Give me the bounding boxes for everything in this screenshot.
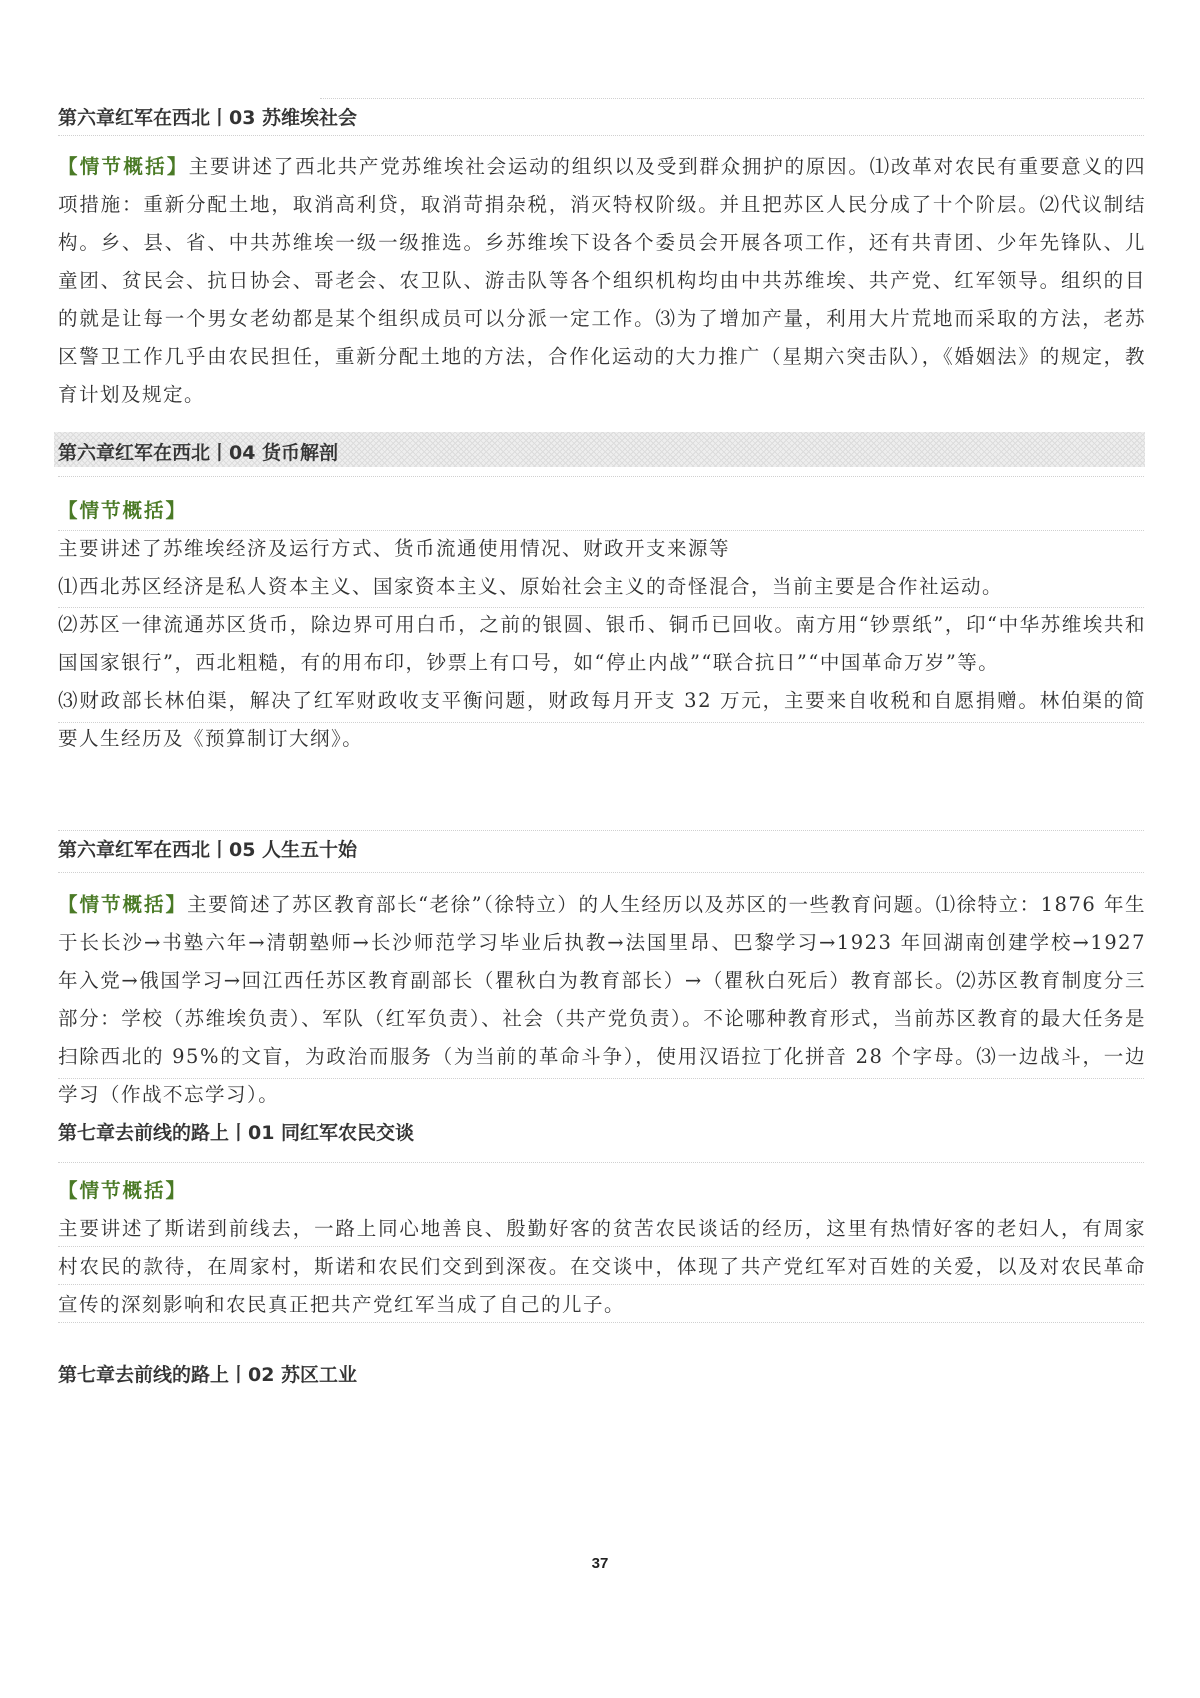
list-item: 主要讲述了苏维埃经济及运行方式、货币流通使用情况、财政开支来源等 xyxy=(58,537,731,560)
divider xyxy=(58,1284,1144,1285)
section-heading: 第六章红军在西北丨04 货币解剖 xyxy=(58,442,339,464)
section-heading: 第六章红军在西北丨05 人生五十始 xyxy=(58,839,358,861)
list-item: ⑴西北苏区经济是私人资本主义、国家资本主义、原始社会主义的奇怪混合，当前主要是合作社运动。 xyxy=(58,575,1004,598)
divider xyxy=(58,830,1144,831)
page-number: 37 xyxy=(591,1555,609,1572)
divider xyxy=(58,1078,1144,1079)
section-paragraph xyxy=(58,886,1146,1114)
section-tag-line xyxy=(58,1172,1146,1210)
section-paragraph xyxy=(58,1210,1146,1324)
section-tag: 【情节概括】 xyxy=(58,1179,188,1202)
divider xyxy=(58,607,1144,608)
divider xyxy=(58,872,1144,873)
divider xyxy=(58,1246,1144,1247)
section-tag: 【情节概括】 xyxy=(58,893,188,916)
section-list xyxy=(58,530,1146,758)
section-tag-line xyxy=(58,492,1146,530)
section-tag: 【情节概括】 xyxy=(58,499,188,522)
divider xyxy=(58,1322,1144,1323)
list-item: ⑵苏区一律流通苏区货币，除边界可用白币，之前的银圆、银币、铜币已回收。南方用“钞票纸”，印“中华苏维埃共和国国家银行”，西北粗糙，有的用布印，钞票上有口号，如“停止内战”“联合抗日”“中国革命万岁”等。 xyxy=(58,613,1146,674)
paragraph-text: 主要讲述了斯诺到前线去，一路上同心地善良、殷勤好客的贫苦农民谈话的经历，这里有热情好客的老妇人，有周家村农民的款待，在周家村，斯诺和农民们交到到深夜。在交谈中，体现了共产党红军对百姓的关爱，以及对农民革命宣传的深刻影响和农民真正把共产党红军当成了自己的儿子。 xyxy=(58,1217,1146,1316)
divider xyxy=(58,1162,1144,1163)
section-paragraph xyxy=(58,148,1146,414)
divider xyxy=(320,98,1144,99)
paragraph-text: 主要简述了苏区教育部长“老徐”（徐特立）的人生经历以及苏区的一些教育问题。⑴徐特立：1876 年生于长长沙→书塾六年→清朝塾师→长沙师范学习毕业后执教→法国里昂、巴黎学习→1923 年回湖南创建学校→1927 年入党→俄国学习→回江西任苏区教育副部长（瞿秋白为教育部长）→（瞿秋白死后）教育部长。⑵苏区教育制度分三部分：学校（苏维埃负责）、军队（红军负责）、社会（共产党负责）。不论哪种教育形式，当前苏区教育的最大任务是扫除西北的 95%的文盲，为政治而服务（为当前的革命斗争），使用汉语拉丁化拼音 28 个字母。⑶一边战斗，一边学习（作战不忘学习）。 xyxy=(58,893,1146,1106)
divider xyxy=(58,722,1144,723)
section-heading: 第七章去前线的路上丨01 同红军农民交谈 xyxy=(58,1122,415,1144)
divider xyxy=(58,135,1144,136)
list-item: ⑶财政部长林伯渠，解决了红军财政收支平衡问题，财政每月开支 32 万元，主要来自收税和自愿捐赠。林伯渠的简要人生经历及《预算制订大纲》。 xyxy=(58,689,1146,750)
section-heading: 第六章红军在西北丨03 苏维埃社会 xyxy=(58,107,358,129)
paragraph-text: 主要讲述了西北共产党苏维埃社会运动的组织以及受到群众拥护的原因。⑴改革对农民有重要意义的四项措施：重新分配土地，取消高利贷，取消苛捐杂税，消灭特权阶级。并且把苏区人民分成了十个阶层。⑵代议制结构。乡、县、省、中共苏维埃一级一级推选。乡苏维埃下设各个委员会开展各项工作，还有共青团、少年先锋队、儿童团、贫民会、抗日协会、哥老会、农卫队、游击队等各个组织机构均由中共苏维埃、共产党、红军领导。组织的目的就是让每一个男女老幼都是某个组织成员可以分派一定工作。⑶为了增加产量，利用大片荒地而采取的方法，老苏区警卫工作几乎由农民担任，重新分配土地的方法，合作化运动的大力推广（星期六突击队），《婚姻法》的规定，教育计划及规定。 xyxy=(58,155,1146,406)
divider xyxy=(58,476,1144,477)
section-heading: 第七章去前线的路上丨02 苏区工业 xyxy=(58,1364,358,1386)
section-tag: 【情节概括】 xyxy=(58,155,189,178)
